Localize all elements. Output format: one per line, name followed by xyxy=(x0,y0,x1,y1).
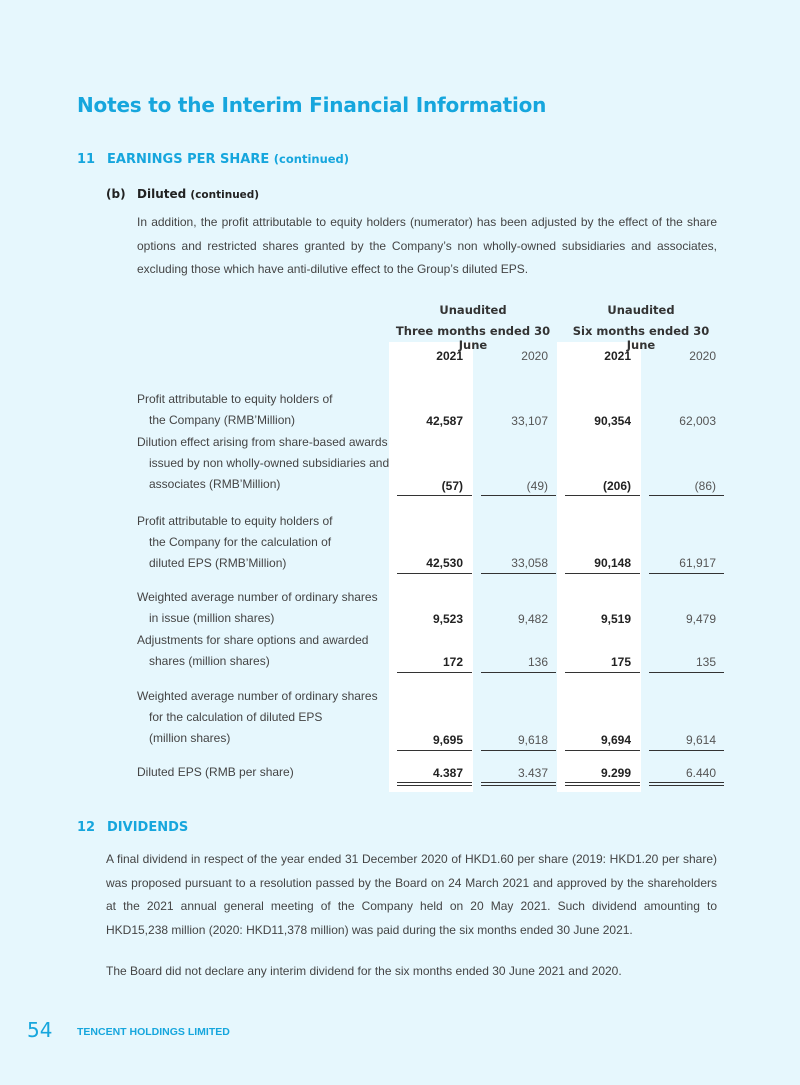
table-cell: 90,148 xyxy=(594,556,631,570)
row-label-adjustments xyxy=(137,630,368,672)
table-cell: (206) xyxy=(602,479,631,493)
label-line: Dilution effect arising from share-based awards xyxy=(137,435,388,449)
label-line: Diluted EPS (RMB per share) xyxy=(137,765,294,779)
table-cell: 33,107 xyxy=(511,414,548,428)
year-header: 2021 xyxy=(436,349,463,363)
label-line: associates (RMB’Million) xyxy=(149,477,281,491)
dividends-paragraph-1: A final dividend in respect of the year ended 31 December 2020 of HKD1.60 per share (2019: HKD1.20 per share) was proposed pursuant to a resolution passed by the Board on 24 March 2021 and approved by the shareholders at the 2021 annual general meeting of the Company held on 20 May 2021. Such dividend amounting to HKD15,238 million (2020: HKD11,378 million) was paid during the six months ended 30 June 2021. xyxy=(106,852,717,937)
underline xyxy=(649,672,724,673)
table-cell: (49) xyxy=(526,479,548,493)
label-line: Adjustments for share options and awarded xyxy=(137,633,369,647)
row-label-profit xyxy=(137,389,332,431)
underline xyxy=(397,495,472,496)
group1-status: Unaudited xyxy=(439,303,507,317)
double-underline xyxy=(565,782,640,786)
underline xyxy=(397,750,472,751)
label-line: Weighted average number of ordinary shares xyxy=(137,590,378,604)
year-header: 2020 xyxy=(689,349,716,363)
table-cell: 9,479 xyxy=(685,612,716,626)
subsection-b-heading xyxy=(106,187,259,201)
table-cell: 136 xyxy=(527,655,548,669)
label-line: issued by non wholly-owned subsidiaries and xyxy=(149,456,390,470)
label-line: diluted EPS (RMB’Million) xyxy=(149,556,287,570)
underline xyxy=(397,573,472,574)
label-line: shares (million shares) xyxy=(149,654,270,668)
underline xyxy=(649,750,724,751)
table-cell: 9,694 xyxy=(600,733,631,747)
label-line: Profit attributable to equity holders of xyxy=(137,514,333,528)
table-cell: 172 xyxy=(442,655,463,669)
table-cell: 3.437 xyxy=(517,766,548,780)
underline xyxy=(481,672,556,673)
continued-label: (continued) xyxy=(273,152,350,166)
table-cell: 6.440 xyxy=(685,766,716,780)
row-label-dilution xyxy=(137,432,389,495)
table-cell: 33,058 xyxy=(511,556,548,570)
table-cell: 9,614 xyxy=(685,733,716,747)
section-12-heading xyxy=(77,820,188,835)
underline xyxy=(481,495,556,496)
label-line: for the calculation of diluted EPS xyxy=(149,710,323,724)
dividends-paragraph-2: The Board did not declare any interim dividend for the six months ended 30 June 2021 and 2020. xyxy=(106,964,622,978)
table-cell: 9,523 xyxy=(432,612,463,626)
underline xyxy=(565,495,640,496)
label-line: Profit attributable to equity holders of xyxy=(137,392,333,406)
double-underline xyxy=(481,782,556,786)
table-cell: 42,530 xyxy=(426,556,463,570)
row-label-profit-diluted xyxy=(137,511,332,574)
underline xyxy=(565,750,640,751)
page-number: 54 xyxy=(27,1018,53,1042)
label-line: (million shares) xyxy=(149,731,231,745)
table-cell: 61,917 xyxy=(679,556,716,570)
table-cell: 42,587 xyxy=(426,414,463,428)
section-title: DIVIDENDS xyxy=(107,820,189,835)
label-line: Weighted average number of ordinary shares xyxy=(137,689,378,703)
underline xyxy=(565,573,640,574)
section-11-heading xyxy=(77,152,349,167)
label-line: in issue (million shares) xyxy=(149,611,275,625)
double-underline xyxy=(649,782,724,786)
subsection-title: Diluted xyxy=(137,187,187,201)
table-cell: 9.299 xyxy=(600,766,631,780)
underline xyxy=(397,672,472,673)
row-label-weighted-avg xyxy=(137,587,378,629)
company-name: TENCENT HOLDINGS LIMITED xyxy=(77,1026,230,1038)
table-cell: 62,003 xyxy=(679,414,716,428)
table-cell: (57) xyxy=(441,479,463,493)
table-cell: 90,354 xyxy=(594,414,631,428)
table-cell: 9,519 xyxy=(600,612,631,626)
diluted-paragraph: In addition, the profit attributable to equity holders (numerator) has been adjusted by the effect of the share options and restricted shares granted by the Company’s non wholly-owned subsidiaries and associates, excluding those which have anti-dilutive effect to the Group’s diluted EPS. xyxy=(137,215,717,276)
section-number: 12 xyxy=(77,820,96,835)
group1-period: Three months ended 30 June xyxy=(395,324,551,352)
underline xyxy=(481,573,556,574)
underline xyxy=(481,750,556,751)
group2-period: Six months ended 30 June xyxy=(572,324,710,352)
year-header: 2020 xyxy=(521,349,548,363)
section-title: EARNINGS PER SHARE xyxy=(107,152,270,167)
underline xyxy=(649,495,724,496)
label-line: the Company (RMB’Million) xyxy=(149,413,296,427)
subsection-label: (b) xyxy=(106,187,126,201)
row-label-diluted-eps xyxy=(137,762,294,783)
row-label-weighted-diluted xyxy=(137,686,378,749)
table-cell: 175 xyxy=(610,655,631,669)
section-number: 11 xyxy=(77,152,96,167)
table-cell: 9,618 xyxy=(517,733,548,747)
table-cell: 9,482 xyxy=(517,612,548,626)
group2-status: Unaudited xyxy=(607,303,675,317)
year-header: 2021 xyxy=(604,349,631,363)
underline xyxy=(565,672,640,673)
page-title: Notes to the Interim Financial Information xyxy=(77,93,547,117)
double-underline xyxy=(397,782,472,786)
underline xyxy=(649,573,724,574)
table-cell: 4.387 xyxy=(432,766,463,780)
label-line: the Company for the calculation of xyxy=(149,535,332,549)
table-cell: 135 xyxy=(695,655,716,669)
table-cell: 9,695 xyxy=(432,733,463,747)
subsection-continued: (continued) xyxy=(190,189,260,201)
table-cell: (86) xyxy=(694,479,716,493)
